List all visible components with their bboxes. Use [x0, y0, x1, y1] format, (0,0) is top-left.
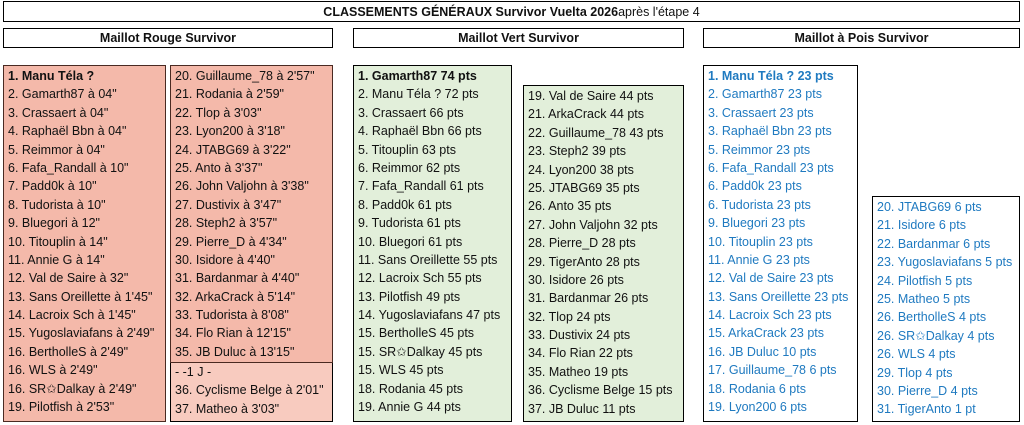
ranking-row: 7. Fafa_Randall 61 pts: [358, 179, 484, 194]
ranking-row: 33. Tudorista à 8'08": [175, 308, 289, 323]
ranking-row: 19. Val de Saire 44 pts: [528, 89, 654, 103]
ranking-row: 25. Matheo 5 pts: [877, 291, 971, 306]
ranking-row: 13. Sans Oreillette à 1'45": [8, 289, 153, 304]
ranking-row: 6. Tudorista 23 pts: [708, 197, 811, 212]
ranking-row: 1. Manu Téla ? 23 pts: [708, 69, 834, 83]
ranking-row: 20. Guillaume_78 à 2'57": [175, 69, 315, 83]
polka-ranking-list-1: [703, 65, 858, 422]
ranking-row: 6. Fafa_Randall 23 pts: [708, 160, 834, 175]
ranking-row: 19. Lyon200 6 pts: [708, 400, 807, 415]
red-ranking-list-1: [3, 65, 166, 422]
ranking-row: 5. Titouplin 63 pts: [358, 142, 456, 157]
header-subtitle: après l'étape 4: [618, 4, 700, 19]
ranking-row: 4. Raphaël Bbn à 04": [8, 124, 127, 139]
ranking-row: 14. Yugoslaviafans 47 pts: [358, 308, 501, 323]
ranking-row: 6. Reimmor 62 pts: [358, 160, 461, 175]
ranking-row: 13. Pilotfish 49 pts: [358, 289, 461, 304]
ranking-row: 18. Rodania 6 pts: [708, 381, 806, 396]
ranking-row: 24. Pilotfish 5 pts: [877, 273, 973, 288]
ranking-row: 7. Padd0k à 10": [8, 179, 97, 194]
ranking-row: 16. WLS à 2'49": [8, 363, 98, 378]
ranking-row: 1. Manu Téla ?: [8, 69, 95, 83]
ranking-row: 26. WLS 4 pts: [877, 347, 956, 362]
ranking-row: 12. Val de Saire 23 pts: [708, 271, 834, 286]
ranking-row: 23. Lyon200 à 3'18": [175, 124, 285, 139]
ranking-row: 3. Crassaert 66 pts: [358, 105, 464, 120]
ranking-row: 16. JB Duluc 10 pts: [708, 344, 817, 359]
ranking-row: 22. Guillaume_78 43 pts: [528, 125, 664, 140]
ranking-row: 1. Gamarth87 74 pts: [358, 69, 477, 83]
ranking-row: 2. Manu Téla ? 72 pts: [358, 87, 479, 102]
ranking-row: 14. Lacroix Sch à 1'45": [8, 308, 136, 323]
ranking-row: 37. Matheo à 3'03": [175, 401, 280, 416]
ranking-row: 15. WLS 45 pts: [358, 363, 444, 378]
red-ranking-list-3: [170, 363, 333, 422]
ranking-row: 3. Crassaert à 04": [8, 105, 109, 120]
ranking-row: 8. Padd0k 61 pts: [358, 197, 452, 212]
page-header: [3, 1, 1020, 22]
ranking-row: 28. Steph2 à 3'57": [175, 216, 278, 231]
ranking-row: 21. ArkaCrack 44 pts: [528, 107, 645, 122]
ranking-row: 28. Pierre_D 28 pts: [528, 236, 636, 251]
ranking-row: 24. JTABG69 à 3'22": [175, 142, 291, 157]
green-ranking-list-1: [353, 65, 512, 422]
ranking-row: 3. Crassaert 23 pts: [708, 105, 814, 120]
ranking-row: 21. Rodania à 2'59": [175, 87, 284, 102]
header-title: CLASSEMENTS GÉNÉRAUX Survivor Vuelta 2026: [323, 4, 619, 19]
green-ranking-list-2: [523, 85, 684, 422]
ranking-row: 13. Sans Oreillette 23 pts: [708, 289, 849, 304]
ranking-row: 31. Bardanmar à 4'40": [175, 271, 300, 286]
ranking-row: 15. SR✩Dalkay 45 pts: [358, 344, 483, 359]
ranking-row: 29. TigerAnto 28 pts: [528, 254, 640, 269]
ranking-row: 30. Pierre_D 4 pts: [877, 383, 978, 398]
ranking-row: 30. Isidore 26 pts: [528, 272, 624, 287]
ranking-row: 31. Bardanmar 26 pts: [528, 291, 649, 306]
red-ranking-list-2: [170, 65, 333, 363]
ranking-row: 5. Reimmor 23 pts: [708, 142, 811, 157]
ranking-row: 33. Dustivix 24 pts: [528, 328, 631, 343]
ranking-row: 17. Guillaume_78 6 pts: [708, 363, 837, 378]
ranking-row: 25. JTABG69 35 pts: [528, 180, 640, 195]
ranking-row: 37. JB Duluc 11 pts: [528, 401, 636, 416]
ranking-row: 9. Bluegori à 12": [8, 216, 100, 231]
ranking-row: 10. Titouplin à 14": [8, 234, 108, 249]
polka-jersey-title: Maillot à Pois Survivor: [703, 28, 1020, 48]
ranking-row: 23. Steph2 39 pts: [528, 144, 626, 159]
ranking-row: 6. Padd0k 23 pts: [708, 179, 802, 194]
ranking-row: 29. Tlop 4 pts: [877, 365, 953, 380]
ranking-row: 8. Tudorista à 10": [8, 197, 106, 212]
ranking-row: 9. Tudorista 61 pts: [358, 216, 461, 231]
red-jersey-title: Maillot Rouge Survivor: [3, 28, 333, 48]
ranking-row: 11. Sans Oreillette 55 pts: [358, 252, 498, 267]
ranking-row: 36. Cyclisme Belge 15 pts: [528, 383, 673, 398]
ranking-row: 19. Pilotfish à 2'53": [8, 400, 115, 415]
ranking-row: 35. JB Duluc à 13'15": [175, 344, 295, 359]
ranking-row: 16. SR✩Dalkay à 2'49": [8, 381, 137, 396]
ranking-row: 25. Anto à 3'37": [175, 160, 263, 175]
ranking-row: 12. Val de Saire à 32": [8, 271, 129, 286]
ranking-row: 22. Tlop à 3'03": [175, 105, 262, 120]
ranking-row: 2. Gamarth87 23 pts: [708, 87, 822, 102]
ranking-row: 10. Bluegori 61 pts: [358, 234, 463, 249]
ranking-row: 27. John Valjohn 32 pts: [528, 217, 658, 232]
ranking-row: 32. Tlop 24 pts: [528, 309, 611, 324]
ranking-row: 15. ArkaCrack 23 pts: [708, 326, 825, 341]
ranking-row: 16. BertholleS à 2'49": [8, 344, 129, 359]
ranking-row: 3. Raphaël Bbn 23 pts: [708, 124, 832, 139]
ranking-row: 11. Annie G 23 pts: [708, 252, 810, 267]
ranking-row: 24. Lyon200 38 pts: [528, 162, 634, 177]
ranking-row: 4. Raphaël Bbn 66 pts: [358, 124, 482, 139]
ranking-row: 26. John Valjohn à 3'38": [175, 179, 309, 194]
ranking-row: 6. Fafa_Randall à 10": [8, 160, 129, 175]
ranking-row: 12. Lacroix Sch 55 pts: [358, 271, 482, 286]
ranking-row: 2. Gamarth87 à 04": [8, 87, 117, 102]
ranking-row: 21. Isidore 6 pts: [877, 218, 966, 233]
ranking-row: 26. BertholleS 4 pts: [877, 310, 987, 325]
green-jersey-title: Maillot Vert Survivor: [353, 28, 684, 48]
ranking-row: 26. Anto 35 pts: [528, 199, 612, 214]
ranking-row: 29. Pierre_D à 4'34": [175, 234, 287, 249]
ranking-row: 18. Rodania 45 pts: [358, 381, 463, 396]
ranking-row: 15. Yugoslaviafans à 2'49": [8, 326, 155, 341]
ranking-row: 31. TigerAnto 1 pt: [877, 402, 976, 417]
ranking-row: 9. Bluegori 23 pts: [708, 216, 806, 231]
ranking-row: 27. Dustivix à 3'47": [175, 197, 282, 212]
ranking-row: 30. Isidore à 4'40": [175, 252, 275, 267]
ranking-row: 11. Annie G à 14": [8, 252, 105, 267]
ranking-row: 36. Cyclisme Belge à 2'01": [175, 383, 324, 398]
ranking-row: 14. Lacroix Sch 23 pts: [708, 308, 832, 323]
ranking-row: 35. Matheo 19 pts: [528, 364, 629, 379]
ranking-row: 22. Bardanmar 6 pts: [877, 236, 991, 251]
ranking-row: 20. JTABG69 6 pts: [877, 200, 982, 214]
ranking-row: 23. Yugoslaviafans 5 pts: [877, 255, 1013, 270]
ranking-row: - -1 J -: [175, 365, 212, 379]
ranking-row: 34. Flo Rian 22 pts: [528, 346, 633, 361]
ranking-row: 19. Annie G 44 pts: [358, 400, 461, 415]
ranking-row: 26. SR✩Dalkay 4 pts: [877, 328, 995, 343]
ranking-row: 10. Titouplin 23 pts: [708, 234, 813, 249]
ranking-row: 34. Flo Rian à 12'15": [175, 326, 291, 341]
ranking-row: 32. ArkaCrack à 5'14": [175, 289, 296, 304]
ranking-row: 5. Reimmor à 04": [8, 142, 105, 157]
ranking-row: 15. BertholleS 45 pts: [358, 326, 475, 341]
polka-ranking-list-2: [872, 196, 1020, 422]
